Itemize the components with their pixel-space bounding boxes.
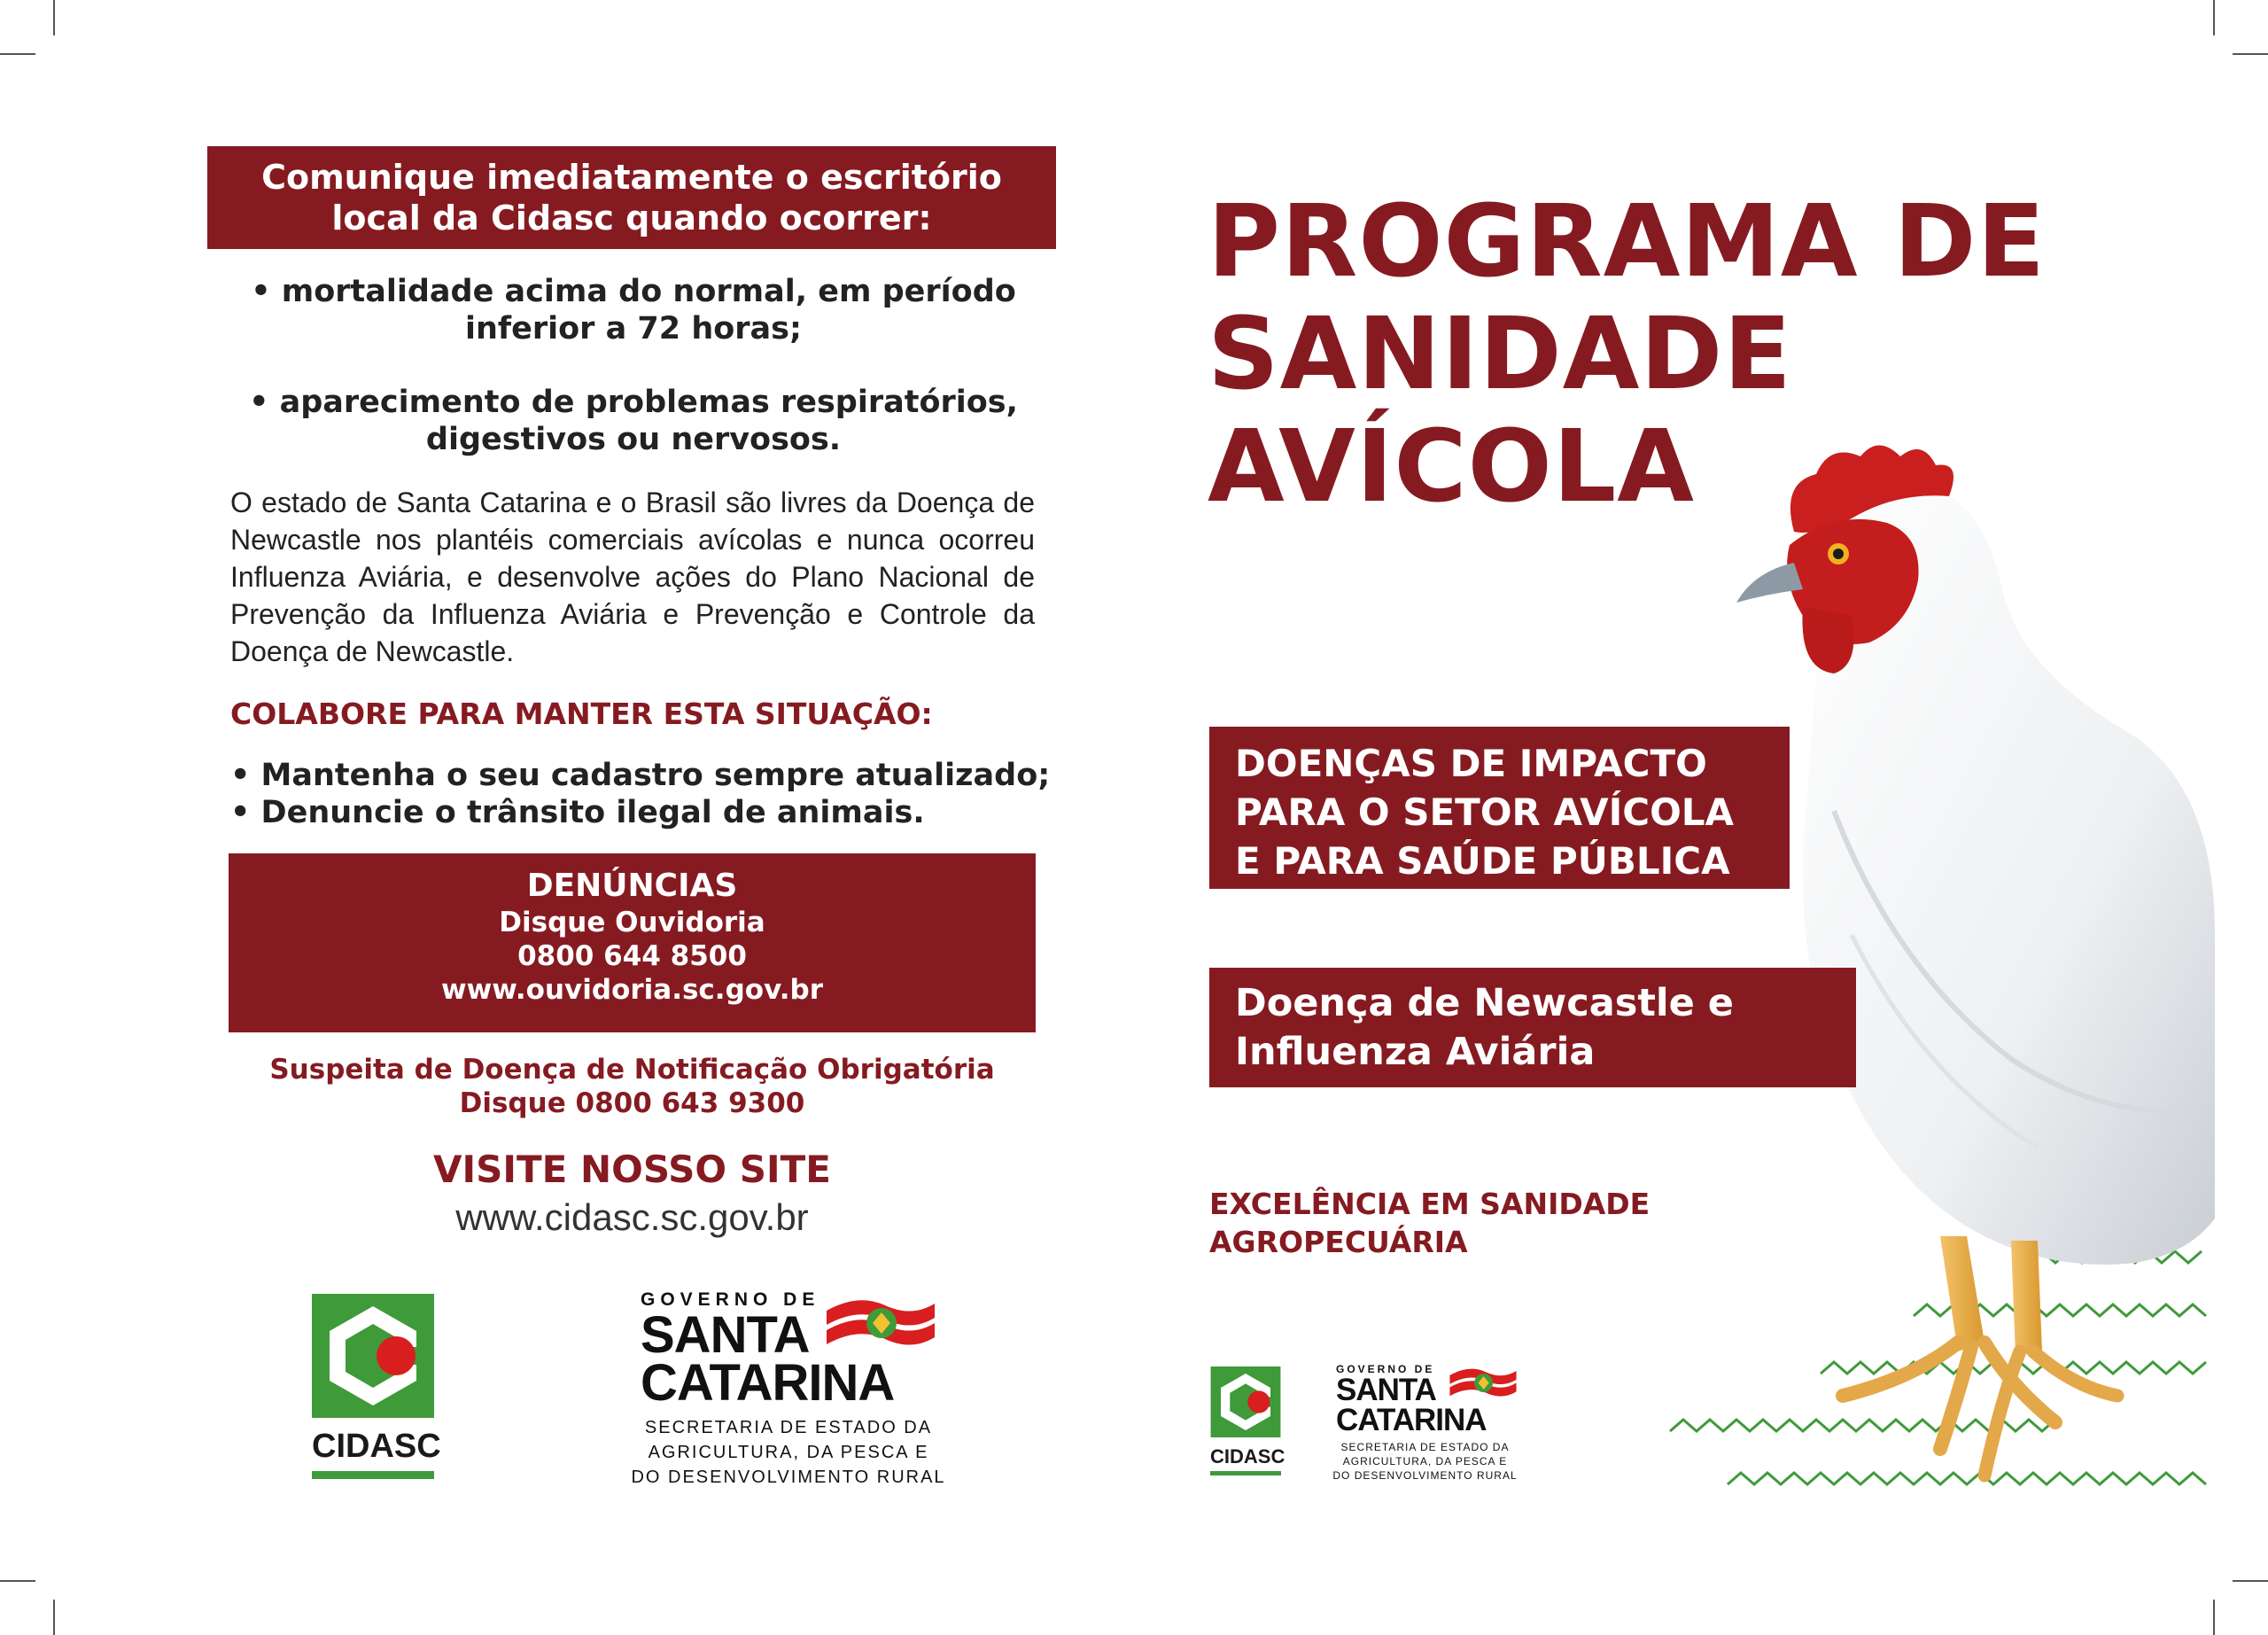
impact-box: [1209, 727, 1790, 889]
crop-mark: [2233, 1580, 2268, 1582]
cidasc-label-small: CIDASC: [1210, 1445, 1285, 1468]
alert-header-box: [207, 146, 1056, 249]
cidasc-logo-icon: [312, 1294, 441, 1485]
santa-catarina-logo-small: [1325, 1363, 1525, 1487]
excelencia-line-2: AGROPECUÁRIA: [1209, 1225, 1468, 1259]
excelencia-line-1: EXCELÊNCIA EM SANIDADE: [1209, 1187, 1651, 1221]
disease-line-1: Doença de Newcastle e: [1235, 981, 1734, 1025]
cidasc-label: CIDASC: [312, 1428, 441, 1465]
disease-line-2: Influenza Aviária: [1235, 1030, 1596, 1074]
crop-mark: [2213, 1600, 2215, 1635]
cidasc-logo-small-icon: [1210, 1366, 1285, 1477]
gov-santa-label-small: SANTA: [1336, 1373, 1436, 1407]
gov-sub-line2: AGRICULTURA, DA PESCA E: [648, 1443, 929, 1462]
santa-catarina-flag-icon: [823, 1291, 938, 1362]
denuncias-phone: 0800 644 8500: [517, 940, 747, 972]
bullet-symptoms: • aparecimento de problemas respiratórios, digestivos ou nervosos.: [249, 385, 1018, 457]
gov-catarina-label: CATARINA: [641, 1354, 895, 1412]
gov-santa-label: SANTA: [641, 1306, 810, 1364]
action-item-denuncie: • Denuncie o trânsito ilegal de animais.: [230, 795, 925, 830]
impact-line-3: E PARA SAÚDE PÚBLICA: [1235, 839, 1730, 883]
suspeita-line1: Suspeita de Doença de Notificação Obrigatória: [269, 1054, 995, 1086]
denuncias-url: www.ouvidoria.sc.gov.br: [440, 974, 824, 1006]
crop-mark: [0, 1580, 35, 1582]
gov-top-label-small: GOVERNO DE: [1336, 1363, 1435, 1375]
gov-secretaria: [625, 1415, 952, 1490]
impact-line-2: PARA O SETOR AVÍCOLA: [1235, 790, 1735, 834]
denuncias-box: [229, 853, 1036, 1032]
site-url: www.cidasc.sc.gov.br: [455, 1196, 809, 1238]
santa-catarina-logo: [625, 1289, 952, 1493]
suspeita-notice: [229, 1053, 1036, 1120]
denuncias-title: DENÚNCIAS: [526, 868, 738, 904]
gov-sub-line2-small: AGRICULTURA, DA PESCA E: [1342, 1455, 1508, 1468]
suspeita-phone: Disque 0800 643 9300: [459, 1087, 805, 1119]
gov-sub-line1-small: SECRETARIA DE ESTADO DA: [1340, 1441, 1510, 1453]
title-line-2: SANIDADE: [1208, 297, 1792, 412]
title-line-3: AVÍCOLA: [1208, 409, 1695, 525]
gov-top-label: GOVERNO DE: [641, 1289, 820, 1310]
cidasc-underline-small: [1210, 1471, 1281, 1475]
crop-mark: [53, 1600, 55, 1635]
gov-sub-line1: SECRETARIA DE ESTADO DA: [644, 1418, 933, 1437]
crop-mark: [0, 53, 35, 55]
info-paragraph: O estado de Santa Catarina e o Brasil são livres da Doença de Newcastle nos plantéis comerciais avícolas e nunca ocorreu Influenza Aviária, e desenvolve ações do Plano Nacional de Prevenção da Influenza Aviária e Prevenção e Controle da Doença de Newcastle.: [230, 487, 1035, 667]
santa-catarina-flag-small-icon: [1448, 1363, 1518, 1407]
gov-sub-line3-small: DO DESENVOLVIMENTO RURAL: [1332, 1469, 1518, 1482]
visite-title: VISITE NOSSO SITE: [433, 1148, 831, 1191]
denuncias-ouvidoria: Disque Ouvidoria: [499, 907, 765, 938]
main-title: [1208, 186, 2046, 524]
excelencia-tagline: [1209, 1185, 1650, 1261]
disease-box: [1209, 968, 1856, 1087]
cidasc-underline: [312, 1471, 434, 1479]
gov-secretaria-small: [1325, 1440, 1525, 1483]
gov-catarina-label-small: CATARINA: [1336, 1403, 1487, 1437]
crop-mark: [2213, 0, 2215, 35]
cidasc-mark-icon: [312, 1294, 434, 1418]
title-line-1: PROGRAMA DE: [1208, 184, 2046, 300]
bullet-mortality: • mortalidade acima do normal, em período inferior a 72 horas;: [251, 274, 1016, 346]
crop-mark: [2233, 53, 2268, 55]
cidasc-mark-small-icon: [1210, 1366, 1281, 1437]
action-item-cadastro: • Mantenha o seu cadastro sempre atualizado;: [230, 758, 1051, 793]
colabore-heading: COLABORE PARA MANTER ESTA SITUAÇÃO:: [230, 697, 933, 731]
gov-sub-line3: DO DESENVOLVIMENTO RURAL: [631, 1468, 946, 1487]
impact-line-1: DOENÇAS DE IMPACTO: [1235, 742, 1707, 785]
crop-mark: [53, 0, 55, 35]
alert-header-text: Comunique imediatamente o escritório local da Cidasc quando ocorrer:: [261, 158, 1002, 237]
